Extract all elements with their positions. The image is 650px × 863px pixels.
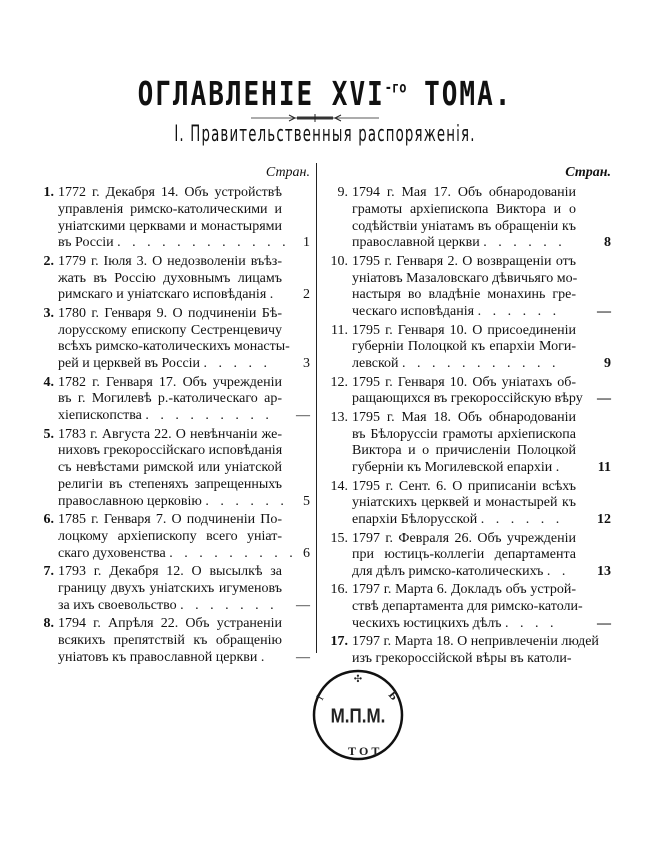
entry-page-number: 5	[303, 493, 310, 509]
entry-text: всякихъ препятствій къ обращенію	[58, 632, 282, 648]
svg-text:Б: Б	[385, 687, 402, 704]
entry-number: 1.	[43, 185, 54, 200]
entry-text-line	[58, 185, 282, 202]
entry-number: 5.	[43, 426, 54, 442]
dot-leader: . . . . . .	[477, 304, 561, 320]
dot-leader: . . . . . .	[480, 512, 564, 528]
entry-text: 1797 г. Февраля 26. Объ учрежденіи	[352, 530, 576, 546]
entry-number: 6.	[43, 512, 54, 528]
entry-text-line	[58, 512, 282, 529]
toc-entry[interactable]	[34, 427, 316, 511]
entry-text: 1793 г. Декабря 12. О высылкѣ за	[58, 564, 282, 580]
dot-leader: . . . . . . .	[180, 597, 278, 613]
entry-text-line	[352, 479, 576, 496]
entry-number: 12.	[330, 374, 348, 390]
entry-text-line	[352, 219, 576, 236]
toc-entry[interactable]	[328, 479, 613, 529]
entry-text: 1795 г. Мая 18. Объ обнародованіи	[352, 409, 576, 425]
entry-text: уніатовъ къ православной церкви	[58, 649, 258, 665]
entry-text: всѣхъ римско-католическихъ монасты-	[58, 339, 290, 355]
entry-page-number: 1	[303, 235, 310, 251]
entry-text-line	[352, 339, 576, 356]
entry-text: хіепископства	[58, 408, 142, 424]
entry-text-line	[58, 598, 282, 615]
entry-text-line	[58, 219, 282, 236]
entry-text-line	[58, 545, 297, 563]
entry-text: 1795 г. Генваря 10. Объ уніатахъ об-	[352, 374, 576, 390]
entry-text: жать въ Россію духовнымъ лицамъ	[58, 270, 282, 286]
entry-text: уніатовъ Мазаловскаго дѣвичьяго мо-	[352, 270, 578, 286]
entry-text-line	[58, 271, 282, 288]
entry-text: 1772 г. Декабря 14. Объ устройствѣ	[58, 185, 282, 200]
entry-number: 16.	[330, 582, 348, 598]
entry-text-line	[352, 185, 576, 202]
entry-text-line	[58, 356, 282, 373]
toc-entry[interactable]	[34, 375, 316, 425]
page-column-header: Стран.	[265, 165, 310, 180]
toc-entry[interactable]	[328, 185, 613, 252]
entry-text: 1797 г. Марта 18. О непривлеченіи людей	[352, 634, 599, 650]
entry-text-line	[58, 650, 282, 667]
svg-text:М.П.М.: М.П.М.	[330, 704, 386, 727]
entry-text: въ г. Могилевѣ р.-католическаго ар-	[58, 391, 282, 407]
entry-number: 11.	[331, 322, 348, 338]
entry-text: съ невѣстами римской или уніатской	[58, 460, 282, 476]
entry-text: управленія римско-католическими и	[58, 201, 282, 217]
dot-leader: .	[260, 649, 269, 665]
entry-number: 2.	[43, 253, 54, 269]
entry-number: 13.	[330, 409, 348, 425]
dot-leader: . . . . . . . . . . .	[402, 356, 560, 372]
entry-page-number: 6	[303, 545, 310, 561]
entry-text: епархіи Бѣлорусской	[352, 512, 478, 528]
volume-title	[0, 76, 650, 114]
entry-text-line	[58, 443, 282, 460]
entry-text: 1785 г. Генваря 7. О подчиненіи По-	[58, 512, 282, 528]
entry-text: римскаго и уніатскаго исповѣданія	[58, 287, 267, 303]
entry-text: Виктора и о причисленіи Полоцкой	[352, 443, 576, 459]
entry-text-line	[352, 531, 576, 548]
entry-text-line	[352, 599, 583, 616]
entry-text-line	[58, 493, 288, 511]
entry-text-line	[352, 323, 576, 340]
toc-left-column	[34, 163, 317, 665]
entry-page-number: —	[597, 391, 611, 407]
toc-entry[interactable]	[328, 634, 613, 668]
entry-text: губерніи Полоцкой къ епархіи Моги-	[352, 339, 576, 355]
entry-text-line	[58, 391, 282, 408]
entry-page-number: —	[296, 597, 310, 613]
entry-text: ческихъ юстицкихъ дѣлъ	[352, 616, 502, 632]
entry-text: въ Бѣлоруссіи грамоты архіепископа	[352, 426, 576, 442]
entry-text: уніатскихъ церквей и монастырей къ	[352, 495, 576, 511]
entry-text-line	[352, 495, 576, 512]
entry-text-line	[352, 356, 576, 373]
entry-text: лоцкому архіепископу всего уніат-	[58, 528, 282, 544]
entry-text: въ Россіи	[58, 235, 114, 251]
entry-text-line	[352, 427, 576, 444]
toc-entry[interactable]	[34, 616, 316, 666]
entry-text-line	[58, 339, 290, 356]
entry-text: ниховъ грекороссійскаго исповѣданія	[58, 443, 283, 459]
entry-text-line	[58, 202, 282, 219]
dot-leader: . . . . . . . . .	[145, 408, 273, 424]
entry-text-line	[352, 410, 576, 427]
entry-text: религіи въ степеняхъ запрещенныхъ	[58, 476, 282, 492]
entry-text: 1794 г. Мая 17. Объ обнародованіи	[352, 185, 576, 200]
entry-text-line	[58, 427, 282, 444]
entry-text-line	[58, 581, 282, 598]
entry-text: православною церковію	[58, 493, 202, 509]
svg-text:Т О Т: Т О Т	[348, 744, 380, 758]
entry-text: 1795 г. Генваря 2. О возвращеніи отъ	[352, 253, 576, 269]
entry-text: губерніи къ Могилевской епархіи	[352, 460, 553, 476]
entry-text-line	[58, 375, 282, 392]
entry-page-number: 11	[597, 460, 611, 476]
dot-leader: .	[269, 287, 278, 303]
entry-text: православной церкви	[352, 235, 480, 251]
toc-right-column	[328, 163, 613, 670]
entry-page-number: 2	[303, 287, 310, 303]
dot-leader: . . . . . . . . . . . .	[117, 235, 290, 251]
dot-leader: . . . . .	[203, 356, 272, 372]
entry-page-number: 12	[597, 512, 611, 528]
toc-entry[interactable]	[34, 564, 316, 614]
entry-text-line	[352, 564, 576, 581]
entry-text-line	[352, 375, 576, 392]
entry-text: для дѣлъ римско-католическихъ	[352, 564, 544, 580]
entry-text-line	[352, 443, 576, 460]
entry-text: 1797 г. Марта 6. Докладъ объ устрой-	[352, 582, 576, 598]
toc-entry[interactable]	[34, 185, 316, 252]
svg-text:✣: ✣	[353, 674, 363, 685]
entry-text-line	[352, 235, 576, 252]
toc-entry[interactable]	[328, 375, 613, 409]
entry-text: уніатскими церквами и монастырями	[58, 218, 282, 234]
entry-text: 1795 г. Сент. 6. О приписаніи всѣхъ	[352, 478, 576, 494]
entry-text: скаго духовенства	[58, 545, 166, 561]
entry-text-line	[352, 271, 576, 288]
entry-number: 10.	[330, 253, 348, 269]
section-heading: I. Правительственныя распоряженія.	[174, 121, 476, 147]
entry-text: 1795 г. Генваря 10. О присоединеніи	[352, 322, 576, 338]
entry-text: настыря во владѣніе монахинь гре-	[352, 287, 576, 303]
title-end: ТОМА.	[406, 76, 513, 114]
entry-page-number: 13	[597, 564, 611, 580]
entry-number: 8.	[43, 616, 54, 632]
entry-text-line	[352, 547, 576, 564]
entry-text: грамоты архіепископа Виктора и о	[352, 201, 576, 217]
entry-text-line	[58, 408, 282, 425]
entry-page-number: 9	[604, 356, 611, 372]
entry-text: содѣйствіи уніатамъ въ обращеніи къ	[352, 218, 576, 234]
entry-page-number: —	[597, 616, 611, 632]
entry-number: 7.	[43, 564, 54, 580]
entry-text: 1782 г. Генваря 17. Объ учрежденіи	[58, 374, 282, 390]
entry-text-line	[352, 202, 576, 219]
entry-text-line	[352, 616, 576, 633]
entry-text-line	[58, 477, 282, 494]
dot-leader: . . . . . .	[483, 235, 566, 251]
entry-text-line	[58, 564, 282, 581]
entry-text-line	[352, 582, 576, 599]
entry-text: рей и церквей въ Россіи	[58, 356, 201, 372]
dot-leader: . . . .	[505, 616, 558, 632]
entry-text-line	[352, 254, 576, 271]
entry-text: ческаго исповѣданія	[352, 304, 475, 320]
toc-entry[interactable]	[328, 410, 613, 477]
entry-number: 17.	[330, 634, 348, 650]
entry-number: 3.	[43, 305, 54, 321]
entry-text: лорусскому епископу Сестренцевичу	[58, 322, 282, 338]
dot-leader: .	[555, 460, 564, 476]
entry-text: 1779 г. Іюля 3. О недозволеніи въѣз-	[58, 253, 282, 269]
entry-text-line	[352, 460, 576, 477]
entry-text-line	[58, 529, 282, 546]
entry-text-line	[58, 306, 282, 323]
toc-entry[interactable]	[34, 306, 316, 373]
dot-leader: . . . . . . . . .	[169, 545, 297, 561]
entry-text: 1780 г. Генваря 9. О подчиненіи Бѣ-	[58, 305, 282, 321]
entry-number: 9.	[337, 185, 348, 200]
toc-entry[interactable]	[328, 323, 613, 373]
entry-page-number: 8	[604, 235, 611, 251]
entry-text-line	[352, 634, 599, 651]
entry-text: границу двухъ уніатскихъ игуменовъ	[58, 580, 282, 596]
toc-entry[interactable]	[328, 254, 613, 321]
entry-page-number: —	[296, 649, 310, 665]
entry-text-line	[58, 287, 282, 304]
entry-text-line	[58, 254, 282, 271]
entry-number: 15.	[330, 530, 348, 546]
svg-text:I: I	[314, 693, 327, 703]
entry-text: при юстицъ-коллегіи департамента	[352, 547, 576, 563]
entry-text-line	[58, 323, 282, 340]
entry-text-line	[352, 512, 576, 529]
toc-entry[interactable]	[328, 531, 613, 581]
entry-text: 1794 г. Апрѣля 22. Объ устраненіи	[58, 616, 282, 632]
entry-text: ствѣ департамента для римско-католи-	[352, 599, 583, 615]
entry-text: за ихъ своевольство	[58, 597, 177, 613]
entry-text-line	[58, 633, 282, 650]
title-main: ОГЛАВЛЕНIЕ XVI	[137, 76, 385, 114]
page-column-header: Стран.	[565, 165, 611, 180]
toc-entry[interactable]	[34, 512, 316, 562]
entry-text-line	[58, 616, 282, 633]
entry-text-line	[352, 304, 576, 321]
entry-text-line	[352, 391, 583, 408]
entry-text: ращающихся въ грекороссійскую вѣру	[352, 391, 583, 407]
dot-leader: . .	[546, 564, 570, 580]
library-stamp-icon	[308, 665, 408, 765]
entry-text-line	[58, 460, 282, 477]
entry-page-number: —	[597, 304, 611, 320]
toc-entry[interactable]	[34, 254, 316, 304]
entry-number: 4.	[43, 374, 54, 390]
entry-text-line	[352, 287, 576, 304]
entry-page-number: 3	[303, 356, 310, 372]
entry-number: 14.	[330, 478, 348, 494]
entry-page-number: —	[296, 408, 310, 424]
dot-leader: . . . . . .	[205, 493, 288, 509]
entry-text: 1783 г. Августа 22. О невѣнчаніи же-	[58, 426, 282, 442]
entry-text: изъ грекороссійской вѣры въ католи-	[352, 651, 572, 667]
toc-entry[interactable]	[328, 582, 613, 632]
title-superscript: -го	[384, 78, 407, 97]
entry-text-line	[58, 235, 290, 252]
entry-text: левской	[352, 356, 399, 372]
